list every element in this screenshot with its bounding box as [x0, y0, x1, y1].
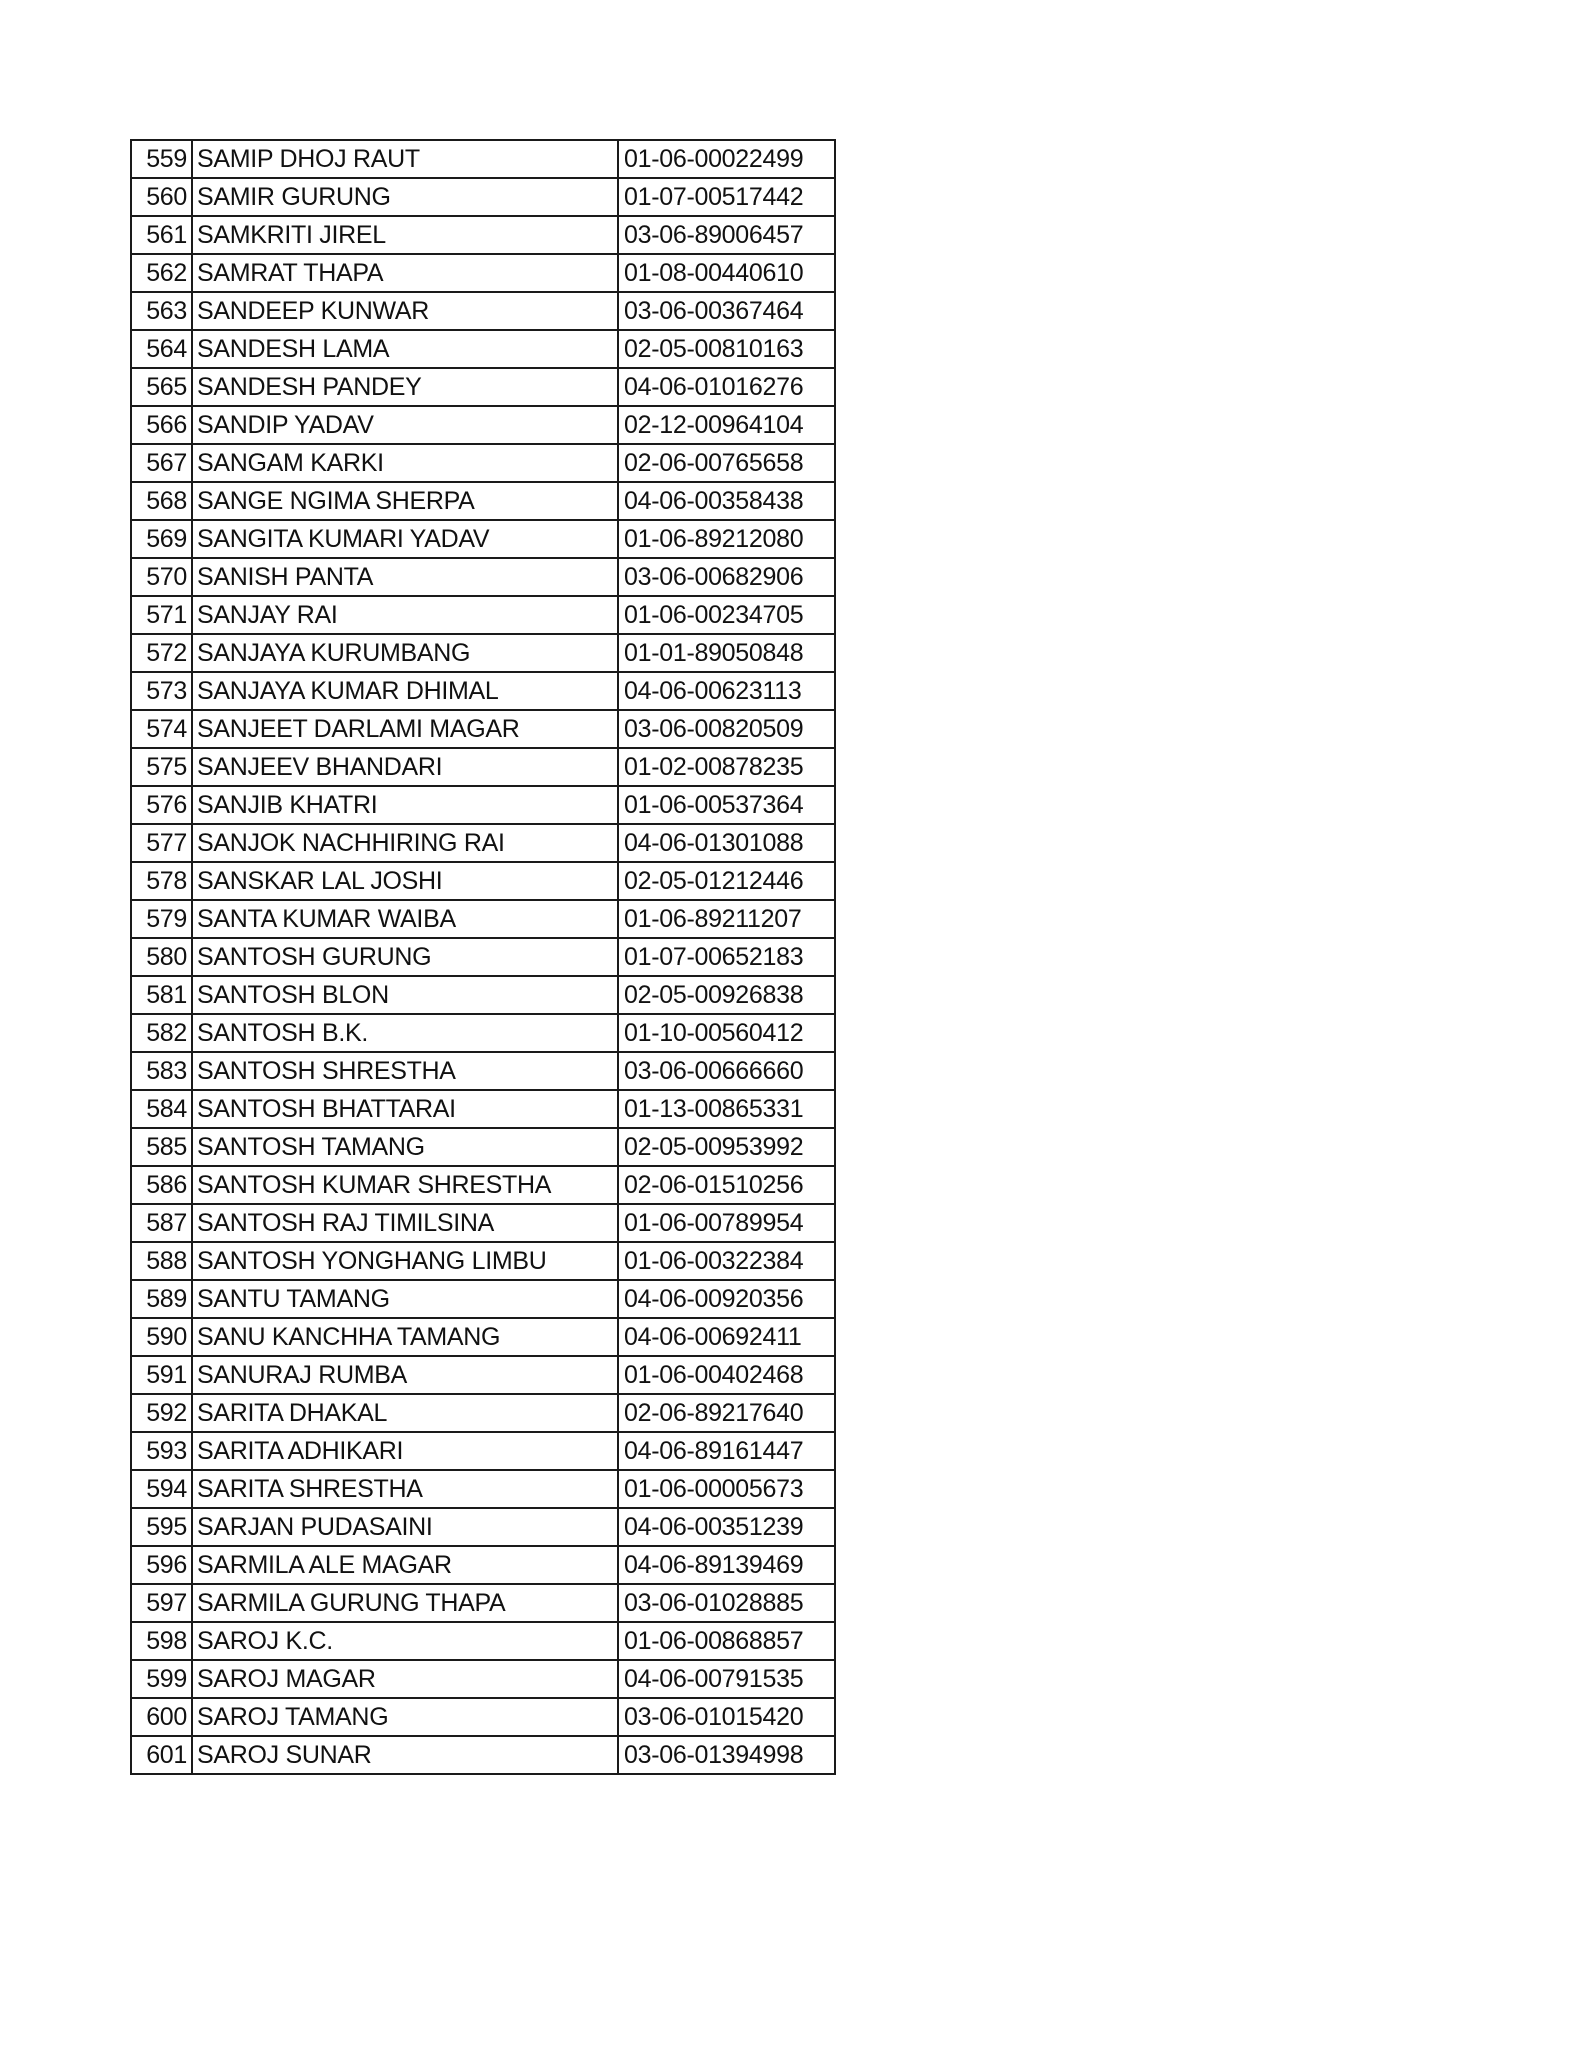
- code-cell: 01-06-00322384: [618, 1242, 835, 1280]
- code-cell: 03-06-00820509: [618, 710, 835, 748]
- table-row: [131, 976, 835, 1014]
- name-cell: SAROJ SUNAR: [192, 1736, 618, 1774]
- table-row: [131, 178, 835, 216]
- serial-number-cell: 587: [131, 1204, 192, 1242]
- table-row: [131, 900, 835, 938]
- code-cell: 03-06-00666660: [618, 1052, 835, 1090]
- table-row: [131, 1128, 835, 1166]
- table-row: [131, 482, 835, 520]
- table-row: [131, 330, 835, 368]
- name-cell: SAMKRITI JIREL: [192, 216, 618, 254]
- table-row: [131, 748, 835, 786]
- name-cell: SANTOSH BHATTARAI: [192, 1090, 618, 1128]
- name-cell: SANTOSH BLON: [192, 976, 618, 1014]
- code-cell: 01-06-00789954: [618, 1204, 835, 1242]
- table-row: [131, 520, 835, 558]
- serial-number-cell: 590: [131, 1318, 192, 1356]
- name-cell: SANTOSH B.K.: [192, 1014, 618, 1052]
- table-row: [131, 596, 835, 634]
- code-cell: 01-13-00865331: [618, 1090, 835, 1128]
- table-row: [131, 1698, 835, 1736]
- code-cell: 03-06-01028885: [618, 1584, 835, 1622]
- table-row: [131, 634, 835, 672]
- code-cell: 01-06-89211207: [618, 900, 835, 938]
- code-cell: 04-06-00623113: [618, 672, 835, 710]
- code-cell: 01-06-00402468: [618, 1356, 835, 1394]
- code-cell: 04-06-01016276: [618, 368, 835, 406]
- code-cell: 02-05-00926838: [618, 976, 835, 1014]
- name-cell: SANTOSH KUMAR SHRESTHA: [192, 1166, 618, 1204]
- serial-number-cell: 588: [131, 1242, 192, 1280]
- serial-number-cell: 571: [131, 596, 192, 634]
- name-cell: SANISH PANTA: [192, 558, 618, 596]
- serial-number-cell: 568: [131, 482, 192, 520]
- table-row: [131, 444, 835, 482]
- serial-number-cell: 576: [131, 786, 192, 824]
- serial-number-cell: 599: [131, 1660, 192, 1698]
- name-cell: SARJAN PUDASAINI: [192, 1508, 618, 1546]
- serial-number-cell: 562: [131, 254, 192, 292]
- table-row: [131, 1204, 835, 1242]
- code-cell: 01-01-89050848: [618, 634, 835, 672]
- name-cell: SANJAY RAI: [192, 596, 618, 634]
- table-row: [131, 824, 835, 862]
- code-cell: 01-06-00868857: [618, 1622, 835, 1660]
- serial-number-cell: 572: [131, 634, 192, 672]
- code-cell: 02-06-01510256: [618, 1166, 835, 1204]
- table-row: [131, 1242, 835, 1280]
- serial-number-cell: 575: [131, 748, 192, 786]
- table-row: [131, 406, 835, 444]
- name-cell: SANDESH PANDEY: [192, 368, 618, 406]
- name-cell: SANTOSH SHRESTHA: [192, 1052, 618, 1090]
- code-cell: 01-07-00652183: [618, 938, 835, 976]
- name-cell: SAROJ MAGAR: [192, 1660, 618, 1698]
- table-row: [131, 1508, 835, 1546]
- code-cell: 01-10-00560412: [618, 1014, 835, 1052]
- serial-number-cell: 591: [131, 1356, 192, 1394]
- code-cell: 01-06-00234705: [618, 596, 835, 634]
- serial-number-cell: 582: [131, 1014, 192, 1052]
- code-cell: 01-07-00517442: [618, 178, 835, 216]
- table-row: [131, 1470, 835, 1508]
- serial-number-cell: 560: [131, 178, 192, 216]
- code-cell: 01-08-00440610: [618, 254, 835, 292]
- name-cell: SARMILA ALE MAGAR: [192, 1546, 618, 1584]
- code-cell: 03-06-01394998: [618, 1736, 835, 1774]
- code-cell: 01-02-00878235: [618, 748, 835, 786]
- code-cell: 04-06-00351239: [618, 1508, 835, 1546]
- table-row: [131, 216, 835, 254]
- name-cell: SARMILA GURUNG THAPA: [192, 1584, 618, 1622]
- name-cell: SAMRAT THAPA: [192, 254, 618, 292]
- code-cell: 01-06-00005673: [618, 1470, 835, 1508]
- serial-number-cell: 577: [131, 824, 192, 862]
- code-cell: 03-06-89006457: [618, 216, 835, 254]
- code-cell: 02-12-00964104: [618, 406, 835, 444]
- name-cell: SAMIP DHOJ RAUT: [192, 140, 618, 178]
- serial-number-cell: 589: [131, 1280, 192, 1318]
- name-cell: SANU KANCHHA TAMANG: [192, 1318, 618, 1356]
- name-cell: SAMIR GURUNG: [192, 178, 618, 216]
- name-cell: SANDESH LAMA: [192, 330, 618, 368]
- name-cell: SANJEET DARLAMI MAGAR: [192, 710, 618, 748]
- table-row: [131, 1090, 835, 1128]
- name-cell: SANJAYA KURUMBANG: [192, 634, 618, 672]
- table-row: [131, 1546, 835, 1584]
- name-cell: SANTOSH RAJ TIMILSINA: [192, 1204, 618, 1242]
- code-cell: 02-06-00765658: [618, 444, 835, 482]
- serial-number-cell: 563: [131, 292, 192, 330]
- table-row: [131, 862, 835, 900]
- name-cell: SAROJ TAMANG: [192, 1698, 618, 1736]
- name-cell: SANSKAR LAL JOSHI: [192, 862, 618, 900]
- serial-number-cell: 596: [131, 1546, 192, 1584]
- name-cell: SANTA KUMAR WAIBA: [192, 900, 618, 938]
- name-cell: SANTOSH YONGHANG LIMBU: [192, 1242, 618, 1280]
- serial-number-cell: 567: [131, 444, 192, 482]
- code-cell: 02-05-00810163: [618, 330, 835, 368]
- serial-number-cell: 561: [131, 216, 192, 254]
- table-row: [131, 1584, 835, 1622]
- table-row: [131, 140, 835, 178]
- code-cell: 04-06-00692411: [618, 1318, 835, 1356]
- name-cell: SANGE NGIMA SHERPA: [192, 482, 618, 520]
- code-cell: 02-06-89217640: [618, 1394, 835, 1432]
- serial-number-cell: 586: [131, 1166, 192, 1204]
- serial-number-cell: 592: [131, 1394, 192, 1432]
- table-row: [131, 1356, 835, 1394]
- serial-number-cell: 573: [131, 672, 192, 710]
- serial-number-cell: 597: [131, 1584, 192, 1622]
- serial-number-cell: 598: [131, 1622, 192, 1660]
- name-cell: SARITA DHAKAL: [192, 1394, 618, 1432]
- serial-number-cell: 583: [131, 1052, 192, 1090]
- name-cell: SANJAYA KUMAR DHIMAL: [192, 672, 618, 710]
- code-cell: 03-06-00682906: [618, 558, 835, 596]
- serial-number-cell: 593: [131, 1432, 192, 1470]
- table-row: [131, 558, 835, 596]
- code-cell: 04-06-00920356: [618, 1280, 835, 1318]
- code-cell: 04-06-00358438: [618, 482, 835, 520]
- serial-number-cell: 565: [131, 368, 192, 406]
- name-cell: SANJEEV BHANDARI: [192, 748, 618, 786]
- name-cell: SANJIB KHATRI: [192, 786, 618, 824]
- table-row: [131, 672, 835, 710]
- serial-number-cell: 564: [131, 330, 192, 368]
- code-cell: 04-06-00791535: [618, 1660, 835, 1698]
- table-row: [131, 1052, 835, 1090]
- table-row: [131, 1014, 835, 1052]
- name-cell: SANURAJ RUMBA: [192, 1356, 618, 1394]
- table-row: [131, 1280, 835, 1318]
- table-row: [131, 1622, 835, 1660]
- name-list-table: [130, 139, 836, 1775]
- code-cell: 01-06-00022499: [618, 140, 835, 178]
- serial-number-cell: 574: [131, 710, 192, 748]
- table-row: [131, 1166, 835, 1204]
- serial-number-cell: 581: [131, 976, 192, 1014]
- name-cell: SAROJ K.C.: [192, 1622, 618, 1660]
- table-row: [131, 710, 835, 748]
- serial-number-cell: 595: [131, 1508, 192, 1546]
- code-cell: 04-06-01301088: [618, 824, 835, 862]
- table-row: [131, 1318, 835, 1356]
- code-cell: 02-05-00953992: [618, 1128, 835, 1166]
- serial-number-cell: 601: [131, 1736, 192, 1774]
- table-row: [131, 1660, 835, 1698]
- table-row: [131, 786, 835, 824]
- serial-number-cell: 569: [131, 520, 192, 558]
- name-cell: SARITA ADHIKARI: [192, 1432, 618, 1470]
- name-cell: SANDEEP KUNWAR: [192, 292, 618, 330]
- code-cell: 03-06-01015420: [618, 1698, 835, 1736]
- code-cell: 01-06-89212080: [618, 520, 835, 558]
- name-cell: SANTU TAMANG: [192, 1280, 618, 1318]
- serial-number-cell: 594: [131, 1470, 192, 1508]
- name-cell: SANJOK NACHHIRING RAI: [192, 824, 618, 862]
- code-cell: 04-06-89161447: [618, 1432, 835, 1470]
- table-body: [131, 140, 835, 1774]
- code-cell: 01-06-00537364: [618, 786, 835, 824]
- serial-number-cell: 570: [131, 558, 192, 596]
- table-row: [131, 368, 835, 406]
- code-cell: 04-06-89139469: [618, 1546, 835, 1584]
- name-cell: SANDIP YADAV: [192, 406, 618, 444]
- table-row: [131, 292, 835, 330]
- serial-number-cell: 559: [131, 140, 192, 178]
- serial-number-cell: 578: [131, 862, 192, 900]
- table-row: [131, 1432, 835, 1470]
- name-cell: SARITA SHRESTHA: [192, 1470, 618, 1508]
- code-cell: 02-05-01212446: [618, 862, 835, 900]
- name-cell: SANGITA KUMARI YADAV: [192, 520, 618, 558]
- table-row: [131, 1736, 835, 1774]
- table-row: [131, 1394, 835, 1432]
- serial-number-cell: 584: [131, 1090, 192, 1128]
- serial-number-cell: 600: [131, 1698, 192, 1736]
- code-cell: 03-06-00367464: [618, 292, 835, 330]
- name-cell: SANTOSH TAMANG: [192, 1128, 618, 1166]
- table-row: [131, 938, 835, 976]
- name-cell: SANTOSH GURUNG: [192, 938, 618, 976]
- serial-number-cell: 566: [131, 406, 192, 444]
- serial-number-cell: 580: [131, 938, 192, 976]
- table-row: [131, 254, 835, 292]
- serial-number-cell: 579: [131, 900, 192, 938]
- serial-number-cell: 585: [131, 1128, 192, 1166]
- name-cell: SANGAM KARKI: [192, 444, 618, 482]
